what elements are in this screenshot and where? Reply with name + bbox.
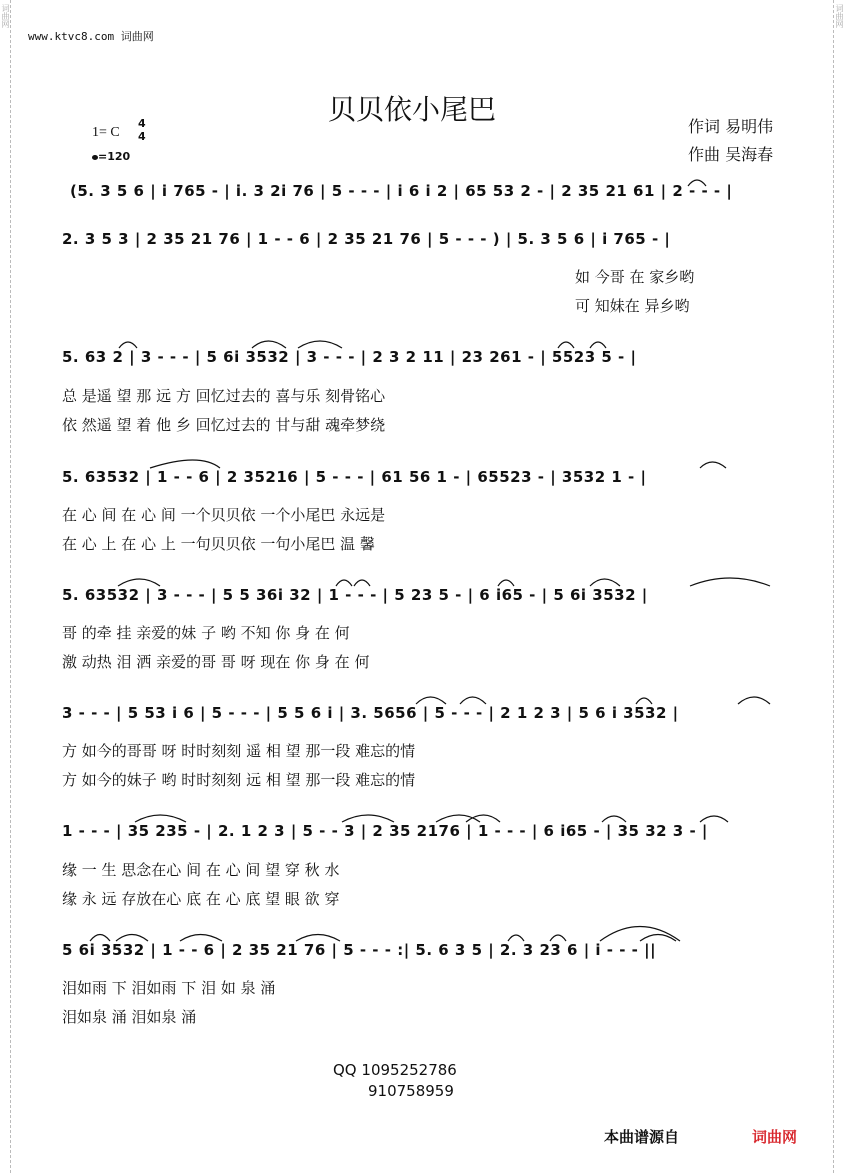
qq-number-1: 1095252786 — [361, 1061, 457, 1079]
key-signature: 1= C — [92, 125, 120, 140]
tempo-marking — [92, 150, 130, 163]
score-row-6-lyric-1: 方 如今的哥哥 呀 时时刻刻 遥 相 望 那一段 难忘的情 — [62, 742, 416, 760]
qq-label: QQ — [333, 1061, 357, 1079]
slur-arc — [690, 578, 770, 586]
time-signature — [138, 117, 146, 143]
slur-arc — [416, 697, 446, 704]
time-signature-top: 4 — [138, 117, 146, 130]
site-watermark: www.ktvc8.com 词曲网 — [28, 30, 154, 43]
score-row-2-lyric-2: 可 知妹在 异乡哟 — [575, 297, 690, 315]
time-signature-bottom: 4 — [138, 130, 146, 143]
brand-logo-text: 词曲网 — [752, 1128, 798, 1146]
slur-arc — [466, 815, 500, 822]
slur-arc — [590, 579, 620, 586]
score-row-6-lyric-2: 方 如今的妹子 哟 时时刻刻 远 相 望 那一段 难忘的情 — [62, 771, 416, 789]
score-row-5-notes: 5. 63532 | 3 - - - | 5 5 36i 32 | 1 - - - | 5 23 5 - | 6 i65 - | 5 6i 3532 | — [62, 586, 648, 604]
slur-arc — [600, 927, 680, 942]
right-margin-watermark — [833, 0, 844, 1173]
score-row-8-lyric-2: 泪如泉 涌 泪如泉 涌 — [62, 1008, 197, 1026]
score-row-5-lyric-1: 哥 的牵 挂 亲爱的妹 子 哟 不知 你 身 在 何 — [62, 624, 350, 642]
left-margin-watermark — [0, 0, 11, 1173]
score-row-4-lyric-1: 在 心 间 在 心 间 一个贝贝依 一个小尾巴 永远是 — [62, 506, 386, 524]
score-row-7-lyric-2: 缘 永 远 存放在心 底 在 心 底 望 眼 欲 穿 — [62, 890, 340, 908]
slur-arc — [436, 815, 480, 822]
score-row-8-lyric-1: 泪如雨 下 泪如雨 下 泪 如 泉 涌 — [62, 979, 276, 997]
score-row-4-lyric-2: 在 心 上 在 心 上 一句贝贝依 一句小尾巴 温 馨 — [62, 535, 375, 553]
composer-credit: 作曲 吴海春 — [688, 145, 774, 164]
score-row-2-notes: 2. 3 5 3 | 2 35 21 76 | 1 - - 6 | 2 35 21 76 | 5 - - - ) | 5. 3 5 6 | i 765 - | — [62, 230, 671, 248]
margin-watermark-text: 词曲网 — [1, 4, 10, 28]
score-row-3-notes: 5. 63 2 | 3 - - - | 5 6i 3532 | 3 - - - | 2 3 2 11 | 23 261 - | 5523 5 - | — [62, 348, 637, 366]
score-row-6-notes: 3 - - - | 5 53 i 6 | 5 - - - | 5 5 6 i | 3. 5656 | 5 - - - | 2 1 2 3 | 5 6 i 3532 | — [62, 704, 679, 722]
slur-arc — [298, 341, 342, 348]
tempo-value: =120 — [98, 150, 131, 163]
slur-arc — [738, 697, 770, 704]
score-row-7-notes: 1 - - - | 35 235 - | 2. 1 2 3 | 5 - - 3 | 2 35 2176 | 1 - - - | 6 i65 - | 35 32 3 - | — [62, 822, 708, 840]
score-row-1-notes: (5. 3 5 6 | i 765 - | i. 3 2i 76 | 5 - - - | i 6 i 2 | 65 53 2 - | 2 35 21 61 | 2 - - - | — [70, 182, 733, 200]
score-row-8-notes: 5 6i 3532 | 1 - - 6 | 2 35 21 76 | 5 - - - :| 5. 6 3 5 | 2. 3 23 6 | i - - - || — [62, 941, 657, 959]
song-title: 贝贝依小尾巴 — [328, 93, 497, 126]
slur-arc — [342, 815, 394, 822]
margin-watermark-text: 词曲网 — [835, 4, 844, 28]
score-row-4-notes: 5. 63532 | 1 - - 6 | 2 35216 | 5 - - - | 61 56 1 - | 65523 - | 3532 1 - | — [62, 468, 647, 486]
slur-arc — [118, 579, 160, 586]
score-row-2-lyric-1: 如 今哥 在 家乡哟 — [575, 268, 695, 286]
slur-arc — [252, 341, 286, 348]
qq-contact — [333, 1060, 457, 1081]
lyricist-credit: 作词 易明伟 — [688, 117, 774, 136]
slur-arc — [150, 460, 220, 468]
source-label: 本曲谱源自 — [604, 1128, 680, 1146]
slur-arc — [700, 462, 726, 468]
score-row-7-lyric-1: 缘 一 生 思念在心 间 在 心 间 望 穿 秋 水 — [62, 861, 340, 879]
score-row-5-lyric-2: 激 动热 泪 洒 亲爱的哥 哥 呀 现在 你 身 在 何 — [62, 653, 370, 671]
qq-number-2: 910758959 — [368, 1082, 454, 1100]
score-row-3-lyric-2: 依 然遥 望 着 他 乡 回忆过去的 甘与甜 魂牵梦绕 — [62, 416, 386, 434]
slur-arc — [460, 697, 486, 704]
slur-arc — [135, 815, 186, 822]
score-row-3-lyric-1: 总 是遥 望 那 远 方 回忆过去的 喜与乐 刻骨铭心 — [62, 387, 386, 405]
